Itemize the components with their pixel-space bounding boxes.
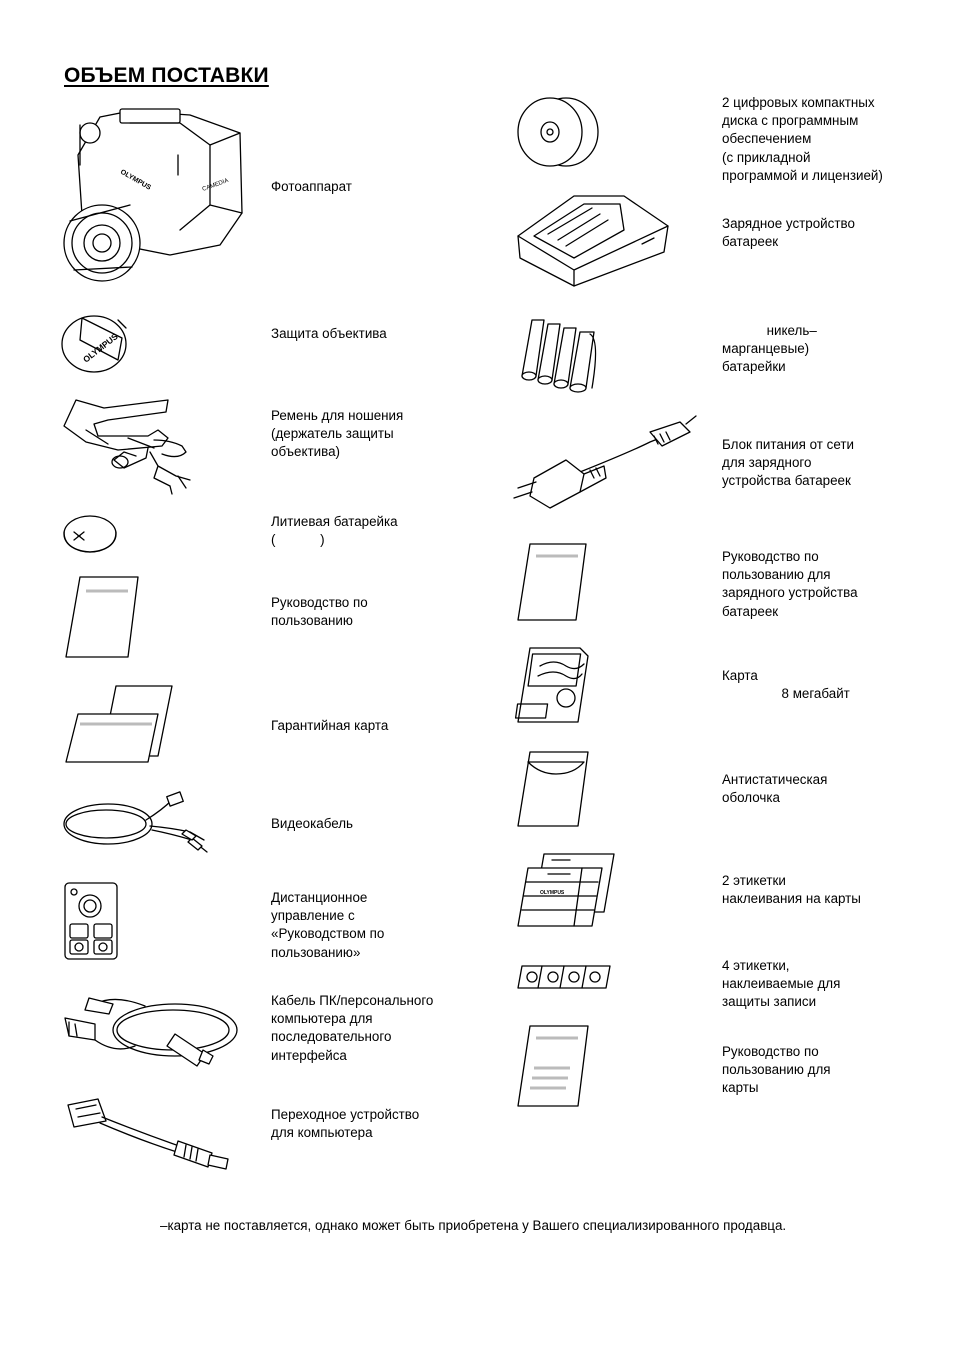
svg-text:OLYMPUS: OLYMPUS [119, 168, 152, 192]
item-label: Зарядное устройство батареек [722, 216, 855, 250]
item-label: Блок питания от сети для зарядного устройства батареек [722, 437, 854, 489]
item-label: Переходное устройство для компьютера [271, 1107, 420, 1141]
item-label: Видеокабель [271, 816, 354, 831]
pc-cable-icon [55, 984, 245, 1079]
item-label: Кабель ПК/персонального компьютера для последовательного интерфейса [271, 993, 434, 1063]
card-labels-logo [510, 850, 620, 930]
warranty-card-icon [62, 682, 177, 767]
item-label: Литиевая батарейка ( ) [271, 514, 398, 548]
item-label: Гарантийная карта [271, 718, 389, 733]
page-title: ОБЪЕМ ПОСТАВКИ [64, 64, 269, 87]
item-label: Защита объектива [271, 326, 387, 341]
charger-manual-icon [514, 540, 594, 625]
cd-rom-icon [514, 96, 604, 171]
item-label: Ремень для ношения (держатель защиты объектива) [271, 408, 404, 460]
power-cord-icon [510, 412, 700, 517]
battery-charger-icon [514, 190, 674, 290]
item-label: 2 этикетки наклеивания на карты [722, 873, 861, 907]
batteries-icon [514, 310, 609, 390]
protect-stickers-icon [514, 962, 614, 992]
pc-adapter-icon [62, 1093, 237, 1173]
manual-icon [62, 573, 142, 661]
lens-cap-logo [60, 310, 135, 375]
svg-text:CAMEDIA: CAMEDIA [201, 177, 230, 193]
video-cable-icon [62, 790, 217, 860]
item-label: 4 этикетки, наклеиваемые для защиты записи [722, 958, 841, 1010]
item-label: 2 цифровых компактных диска с программным обеспечением (с прикладной программой и лицензией) [722, 95, 883, 183]
item-label: никель– марганцевые) батарейки [722, 323, 817, 375]
lens-cap-logo-text: OLYMPUS [81, 331, 120, 365]
memory-card-icon [514, 644, 594, 726]
card-manual-icon [514, 1022, 594, 1110]
item-label: Антистатическая оболочка [722, 772, 828, 806]
item-label: Фотоаппарат [271, 179, 352, 194]
strap-icon [58, 390, 198, 495]
item-label: Руководство по пользованию для зарядного устройства батареек [722, 549, 858, 619]
item-label: Карта 8 мегабайт [722, 668, 850, 702]
antistatic-case-icon [514, 748, 594, 830]
card-labels-logo-text: OLYMPUS [540, 890, 565, 896]
item-label: Руководство по пользованию для карты [722, 1044, 831, 1096]
item-label: Дистанционное управление с «Руководством по пользованию» [271, 890, 385, 960]
footnote: –карта не поставляется, однако может быть приобретена у Вашего специализированного продавца. [160, 1218, 787, 1233]
item-label: Руководство по пользованию [271, 595, 368, 629]
camera-icon [60, 95, 250, 295]
lithium-battery-icon [62, 510, 122, 555]
remote-control-icon [62, 880, 120, 962]
